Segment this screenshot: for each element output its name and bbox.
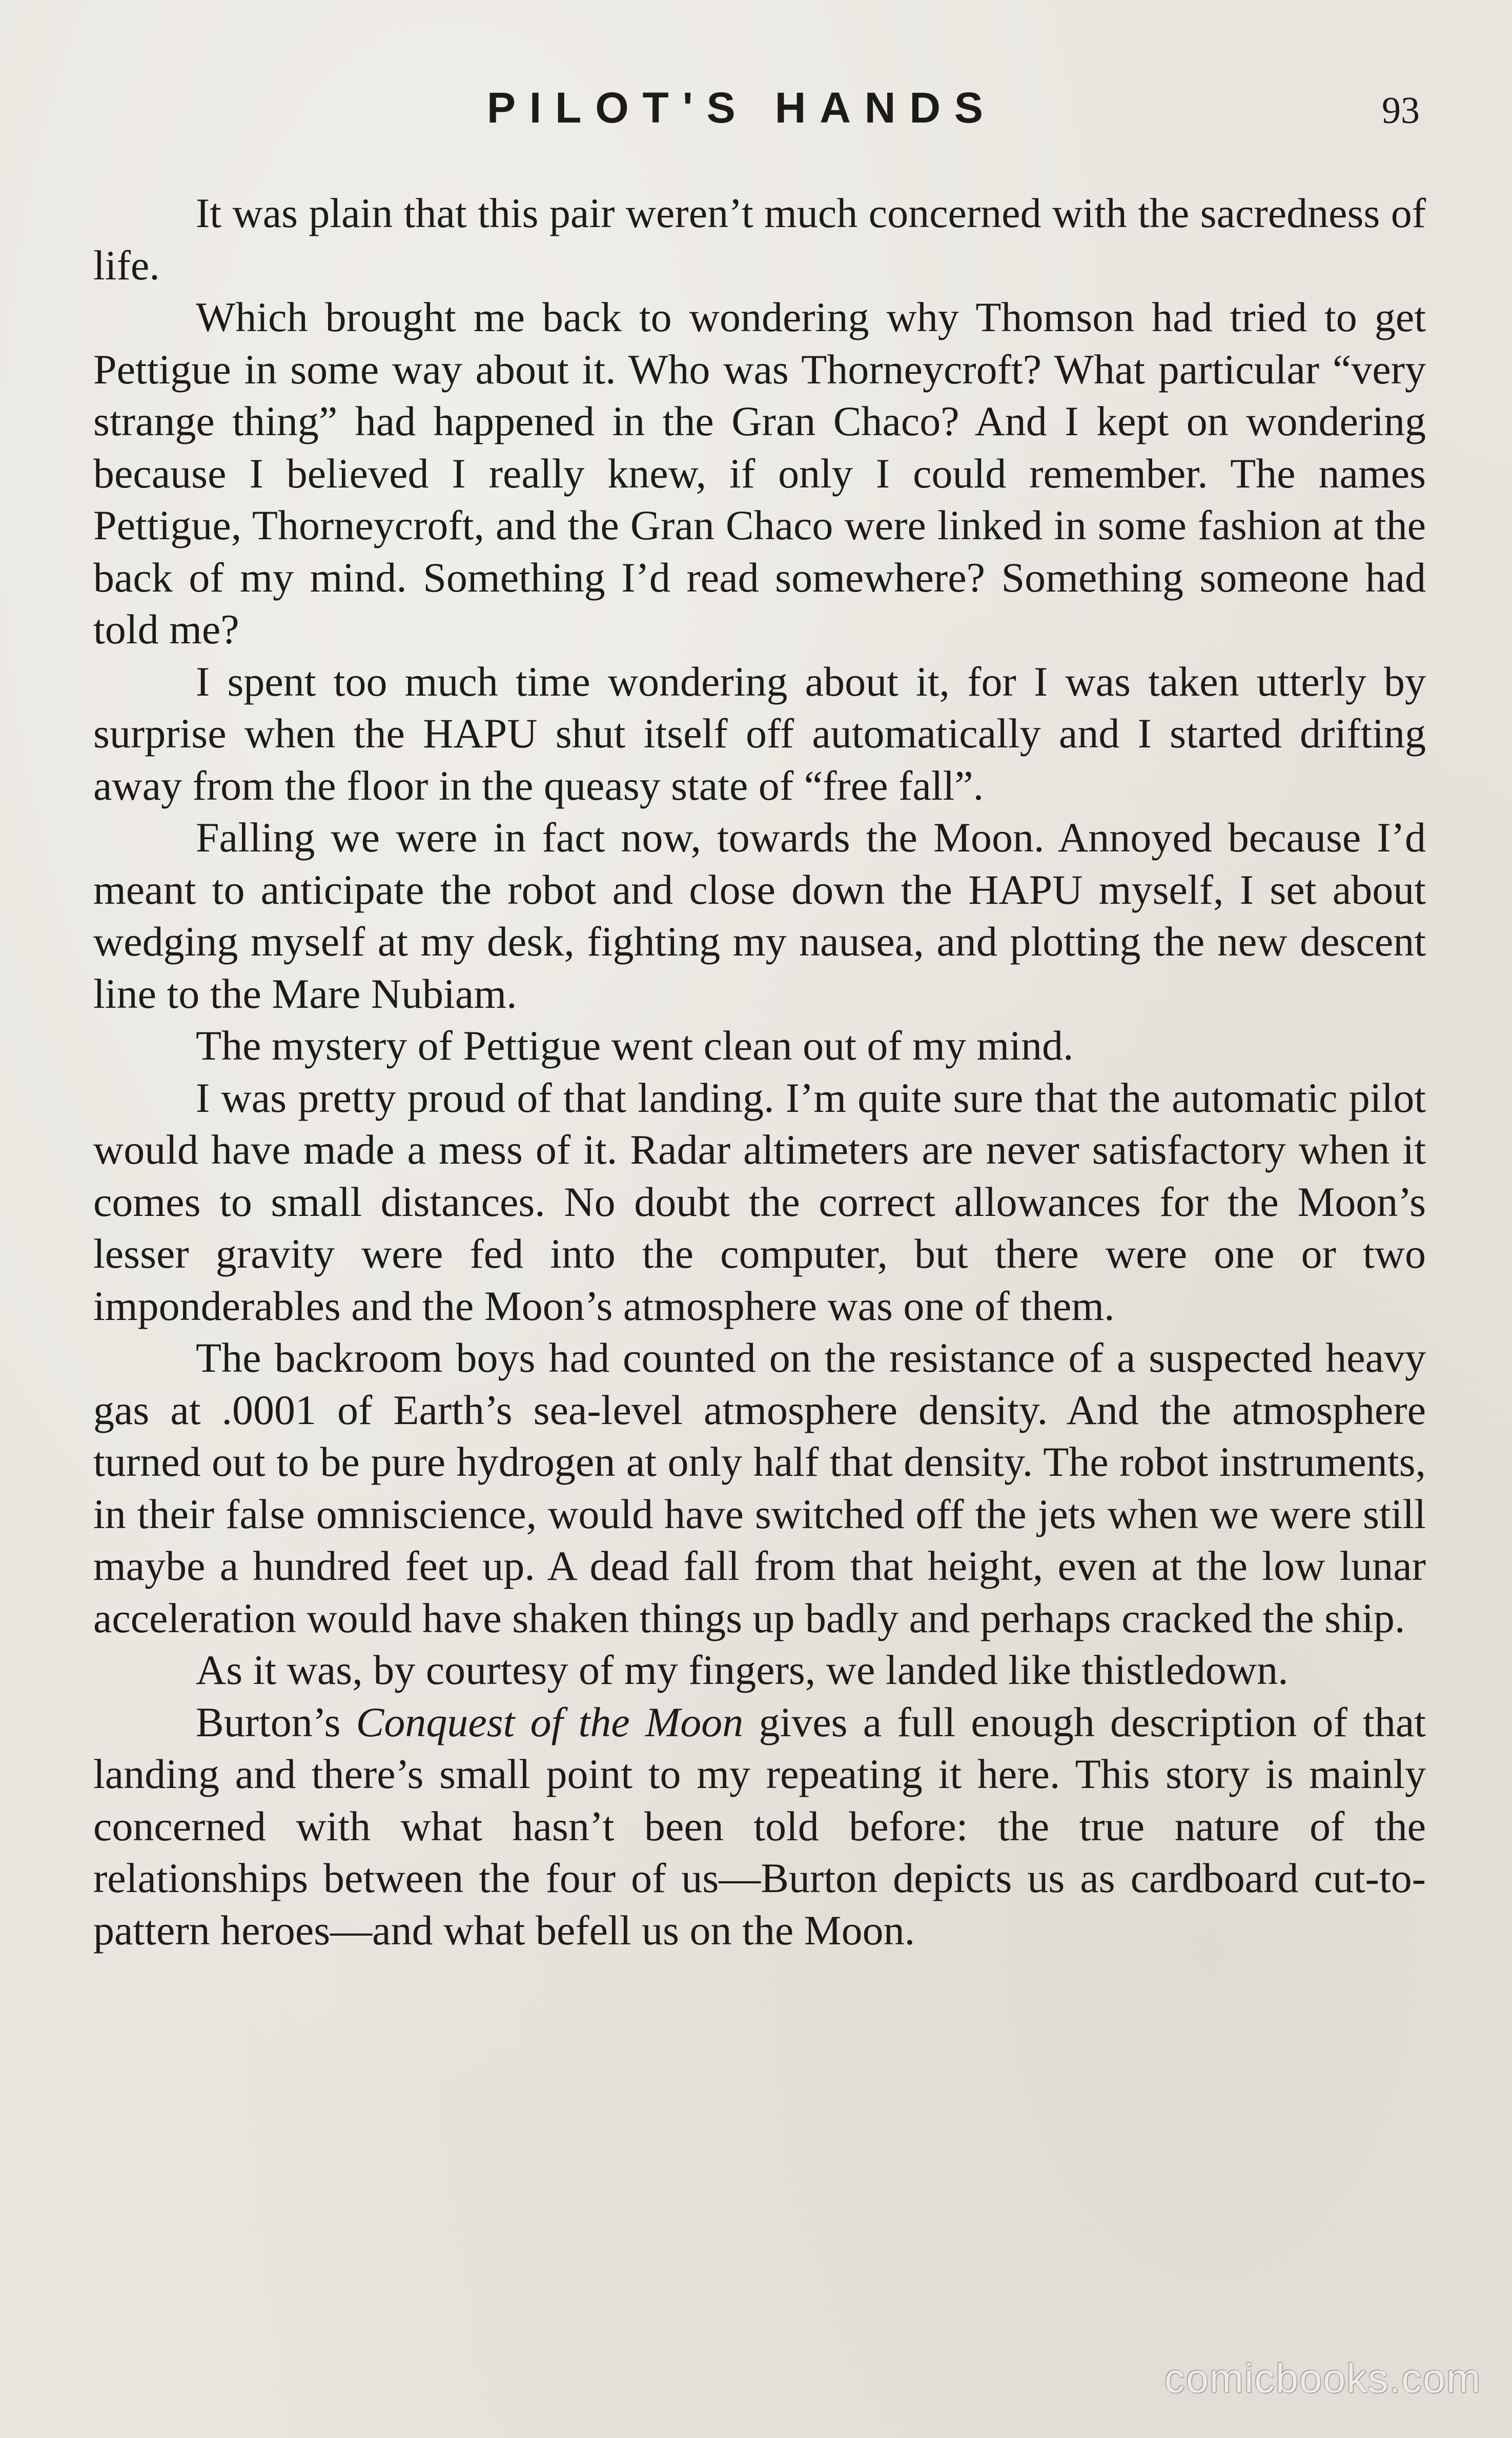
watermark: comicbooks.com bbox=[1164, 2355, 1481, 2401]
page-number: 93 bbox=[1382, 90, 1420, 132]
paragraph-2: Which brought me back to wondering why Thomson had tried to get Pettigue in some way about it. Who was Thorneycroft? What particular “very strange thing” had happened in the Gran Chaco? And I kept on wondering because I believed I really knew, if only I could remember. The names Pettigue, Thorneycroft, and the Gran Chaco were linked in some fashion at the back of my mind. Something I’d read somewhere? Something someone had told me? bbox=[93, 294, 1426, 653]
paragraph-8: As it was, by courtesy of my fingers, we landed like thistledown. bbox=[196, 1647, 1289, 1693]
paragraph-1: It was plain that this pair weren’t much concerned with the sacredness of life. bbox=[93, 190, 1426, 289]
book-title: Conquest of the Moon bbox=[356, 1698, 744, 1745]
paragraph-5: The mystery of Pettigue went clean out of my mind. bbox=[196, 1022, 1074, 1069]
paragraph-7: The backroom boys had counted on the resistance of a suspected heavy gas at .0001 of Earth’s sea-level atmosphere density. And the atmosphere turned out to be pure hydrogen at only half that density. The robot instruments, in their false omniscience, would have switched off the jets when we were still maybe a hundred feet up. A dead fall from that height, even at the low lunar acceleration would have shaken things up badly and perhaps cracked the ship. bbox=[93, 1334, 1426, 1641]
paragraph-9-prefix: Burton’s bbox=[196, 1698, 356, 1745]
paragraph-9 bbox=[93, 1696, 1426, 1957]
paragraph-4: Falling we were in fact now, towards the Moon. Annoyed because I’d meant to anticipate the robot and close down the HAPU myself, I set about wedging myself at my desk, fighting my nausea, and plotting the new descent line to the Mare Nubiam. bbox=[93, 814, 1426, 1017]
page-header bbox=[0, 77, 1512, 138]
body-text bbox=[93, 187, 1426, 1956]
paragraph-6: I was pretty proud of that landing. I’m quite sure that the automatic pilot would have made a mess of it. Radar altimeters are never satisfactory when it comes to small distances. No doubt the correct allowances for the Moon’s lesser gravity were fed into the computer, but there were one or two imponderables and the Moon’s atmosphere was one of them. bbox=[93, 1074, 1426, 1329]
paragraph-9-suffix: gives a full enough description of that landing and there’s small point to my repeating it here. This story is mainly concerned with what hasn’t been told before: the true nature of the relationships between the four of us—Burton depicts us as cardboard cut-to-pattern heroes—and what befell us on the Moon. bbox=[93, 1698, 1426, 1954]
running-head: PILOT'S HANDS bbox=[487, 84, 997, 132]
paragraph-3: I spent too much time wondering about it, for I was taken utterly by surprise when the HAPU shut itself off automatically and I started drifting away from the floor in the queasy state of “free fall”. bbox=[93, 658, 1426, 809]
